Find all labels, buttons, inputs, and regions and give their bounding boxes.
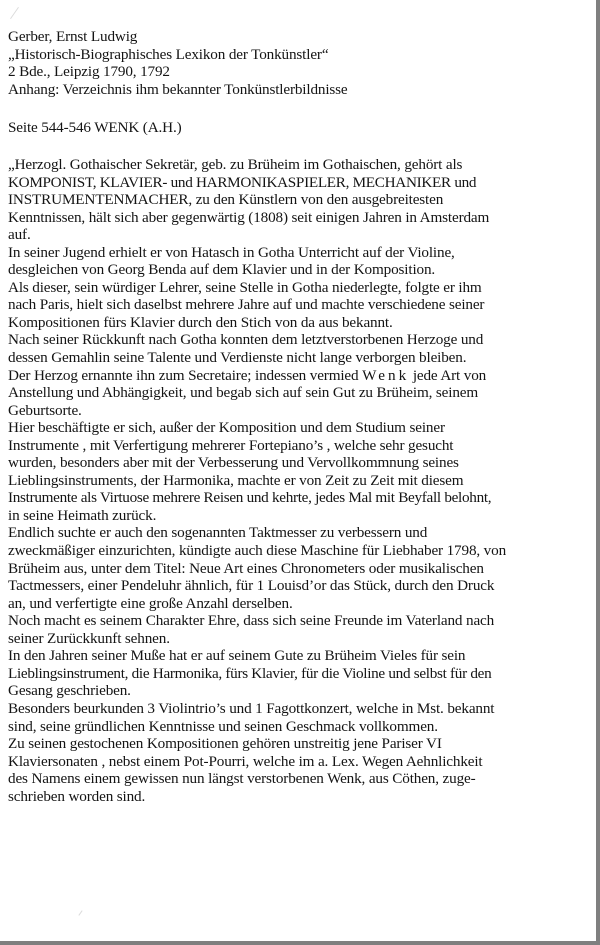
body-line: desgleichen von Georg Benda auf dem Klavier und in der Komposition. <box>8 261 436 279</box>
body-line: in seine Heimath zurück. <box>8 506 157 524</box>
body-line: Anstellung und Abhängigkeit, und begab sich auf sein Gut zu Brüheim, seinem <box>8 384 479 402</box>
body-line: In den Jahren seiner Muße hat er auf seinem Gute zu Brüheim Vieles für sein <box>8 647 466 665</box>
body-line: „Herzogl. Gothaischer Sekretär, geb. zu Brüheim im Gothaischen, gehört als <box>8 156 463 173</box>
body-line: zweckmäßiger einzurichten, kündigte auch diese Maschine für Liebhaber 1798, von <box>8 542 507 560</box>
body-line-start: Der Herzog ernannte ihn zum Secretaire; indessen vermied <box>8 366 363 384</box>
body-line: des Namens einem gewissen nun längst verstorbenen Wenk, aus Cöthen, zuge- <box>8 770 476 788</box>
body-line: Klaviersonaten , nebst einem Pot-Pourri, welche im a. Lex. Wegen Aehnlichkeit <box>8 752 483 770</box>
body-line-with-spaced-name <box>8 367 506 385</box>
body-line: Zu seinen gestochenen Kompositionen gehören unstreitig jene Pariser VI <box>8 735 442 753</box>
body-line: Tactmessers, einer Pendeluhr ähnlich, für 1 Louisd’or das Stück, durch den Druck <box>8 577 495 595</box>
body-line: Nach seiner Rückkunft nach Gotha konnten dem letztverstorbenen Herzoge und <box>8 331 484 349</box>
body-line: Endlich suchte er auch den sogenannten Taktmesser zu verbessern und <box>8 524 428 542</box>
body-line: Instrumente , mit Verfertigung mehrerer Fortepiano’s , welche sehr gesucht <box>8 436 454 454</box>
body-line: Geburtsorte. <box>8 401 82 419</box>
body-line: seiner Zurückkunft sehnen. <box>8 629 170 647</box>
body-line: Kenntnissen, hält sich aber gegenwärtig (1808) seit einigen Jahren in Amsterdam <box>8 208 490 226</box>
body-line: sind, seine gründlichen Kenntnisse und seinen Geschmack vollkommen. <box>8 717 438 735</box>
body-line: Gesang geschrieben. <box>8 682 131 700</box>
body-line: Lieblingsinstruments, der Harmonika, machte er von Zeit zu Zeit mit diesem <box>8 471 464 489</box>
body-line: Noch macht es seinem Charakter Ehre, dass sich seine Freunde im Vaterland nach <box>8 612 495 630</box>
body-line: Brüheim aus, unter dem Titel: Neue Art eines Chronometers oder musikalischen <box>8 559 484 577</box>
edition-line: 2 Bde., Leipzig 1790, 1792 <box>8 63 170 81</box>
book-title-line: „Historisch-Biographisches Lexikon der Tonkünstler“ <box>8 45 329 63</box>
page-shadow-bottom <box>0 941 600 945</box>
body-line: an, und verfertigte eine große Anzahl derselben. <box>8 594 293 612</box>
body-line: Instrumente als Virtuose mehrere Reisen und kehrte, jedes Mal mit Beyfall belohnt, <box>8 489 492 507</box>
body-line: schrieben worden sind. <box>8 787 146 805</box>
body-line: In seiner Jugend erhielt er von Hatasch in Gotha Unterricht auf der Violine, <box>8 243 455 261</box>
scan-speck <box>10 7 19 19</box>
body-line: auf. <box>8 226 31 244</box>
body-line: Als dieser, sein würdiger Lehrer, seine Stelle in Gotha niederlegte, folgte er ihm <box>8 278 482 296</box>
body-line: Hier beschäftigte er sich, außer der Komposition und dem Studium seiner <box>8 419 445 437</box>
body-line: INSTRUMENTENMACHER, zu den Künstlern von den ausgebreitesten <box>8 191 444 209</box>
body-line: Kompositionen fürs Klavier durch den Stich von da aus bekannt. <box>8 313 393 331</box>
entry-body <box>8 156 506 805</box>
body-line: wurden, besonders aber mit der Verbesserung und Vervollkommnung seines <box>8 454 459 472</box>
bibliography-header <box>8 28 348 98</box>
scan-speck <box>78 910 82 915</box>
appendix-line: Anhang: Verzeichnis ihm bekannter Tonkünstlerbildnisse <box>8 80 348 98</box>
body-line: Besonders beurkunden 3 Violintrio’s und 1 Fagottkonzert, welche in Mst. bekannt <box>8 699 495 717</box>
body-line: KOMPONIST, KLAVIER- und HARMONIKASPIELER, MECHANIKER und <box>8 173 477 191</box>
author-line: Gerber, Ernst Ludwig <box>8 28 138 45</box>
page-reference-line: Seite 544-546 WENK (A.H.) <box>8 119 182 136</box>
page-reference <box>8 119 182 137</box>
page-shadow-right <box>596 0 600 945</box>
body-line: dessen Gemahlin seine Talente und Verdienste nicht lange verborgen bleiben. <box>8 349 467 367</box>
body-line: Lieblingsinstrument, die Harmonika, fürs Klavier, für die Violine und selbst für den <box>8 664 492 682</box>
body-line-end: jede Art von <box>409 366 487 384</box>
body-line: nach Paris, hielt sich daselbst mehrere Jahre auf und machte verschiedene seiner <box>8 296 485 314</box>
spaced-name-wenk: Wenk <box>362 366 410 384</box>
